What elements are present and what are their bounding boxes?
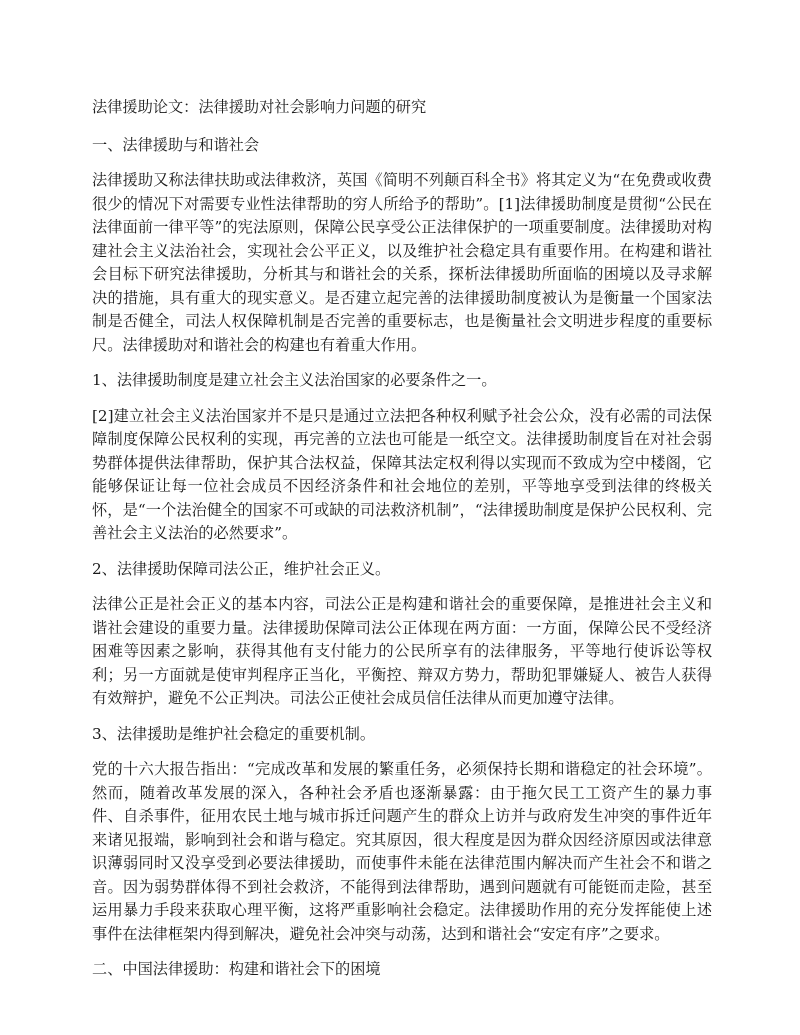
subsection-heading: 1、法律援助制度是建立社会主义法治国家的必要条件之一。 [92, 371, 497, 389]
document-title: 法律援助论文：法律援助对社会影响力问题的研究 [92, 98, 427, 116]
section-heading: 一、法律援助与和谐社会 [92, 135, 260, 154]
section-heading: 二、中国法律援助：构建和谐社会下的困境 [92, 960, 381, 978]
body-paragraph: [2]建立社会主义法治国家并不是只是通过立法把各种权利赋予社会公众，没有必需的司法保障制度保障公民权利的实现，再完善的立法也可能是一纸空文。法律援助制度旨在对社会弱势群体提供法律帮助，保护其合法权益，保障其法定权利得以实现而不致成为空中楼阁，它能够保证让每一位社会成员不因经济条件和社会地位的差别，平等地享受到法律的终极关怀，是“一个法治健全的国家不可或缺的司法救济机制”，“法律援助制度是保护公民权利、完善社会主义法治的必然要求”。 [92, 406, 712, 542]
body-paragraph: 法律援助又称法律扶助或法律救济，英国《简明不列颠百科全书》将其定义为“在免费或收费很少的情况下对需要专业性法律帮助的穷人所给予的帮助”。[1]法律援助制度是贯彻“公民在法律面前一律平等”的宪法原则，保障公民享受公正法律保护的一项重要制度。法律援助对构建社会主义法治社会，实现社会公平正义，以及维护社会稳定具有重要作用。在构建和谐社会目标下研究法律援助，分析其与和谐社会的关系，探析法律援助所面临的困境以及寻求解决的措施，具有重大的现实意义。是否建立起完善的法律援助制度被认为是衡量一个国家法制是否健全，司法人权保障机制是否完善的重要标志，也是衡量社会文明进步程度的重要标尺。法律援助对和谐社会的构建也有着重大作用。 [92, 171, 712, 354]
subsection-heading: 2、法律援助保障司法公正，维护社会正义。 [92, 559, 391, 578]
subsection-heading: 3、法律援助是维护社会稳定的重要机制。 [92, 724, 376, 743]
body-paragraph: 法律公正是社会正义的基本内容，司法公正是构建和谐社会的重要保障，是推进社会主义和谐社会建设的重要力量。法律援助保障司法公正体现在两方面：一方面，保障公民不受经济困难等因素之影响，获得其他有支付能力的公民所享有的法律服务，平等地行使诉讼等权利；另一方面就是使审判程序正当化，平衡控、辩双方势力，帮助犯罪嫌疑人、被告人获得有效辩护，避免不公正判决。司法公正使社会成员信任法律从而更加遵守法律。 [92, 595, 712, 707]
body-paragraph: 党的十六大报告指出：“完成改革和发展的繁重任务，必须保持长期和谐稳定的社会环境”。然而，随着改革发展的深入，各种社会矛盾也逐渐暴露：由于拖欠民工工资产生的暴力事件、自杀事件，征用农民土地与城市拆迁问题产生的群众上访并与政府发生冲突的事件近年来诸见报端，影响到社会和谐与稳定。究其原因，很大程度是因为群众因经济原因或法律意识薄弱同时又没享受到必要法律援助，而使事件未能在法律范围内解决而产生社会不和谐之音。因为弱势群体得不到社会救济，不能得到法律帮助，遇到问题就有可能铤而走险，甚至运用暴力手段来获取心理平衡，这将严重影响社会稳定。法律援助作用的充分发挥能使上述事件在法律框架内得到解决，避免社会冲突与动荡，达到和谐社会“安定有序”之要求。 [92, 760, 712, 943]
document-body [92, 96, 712, 994]
